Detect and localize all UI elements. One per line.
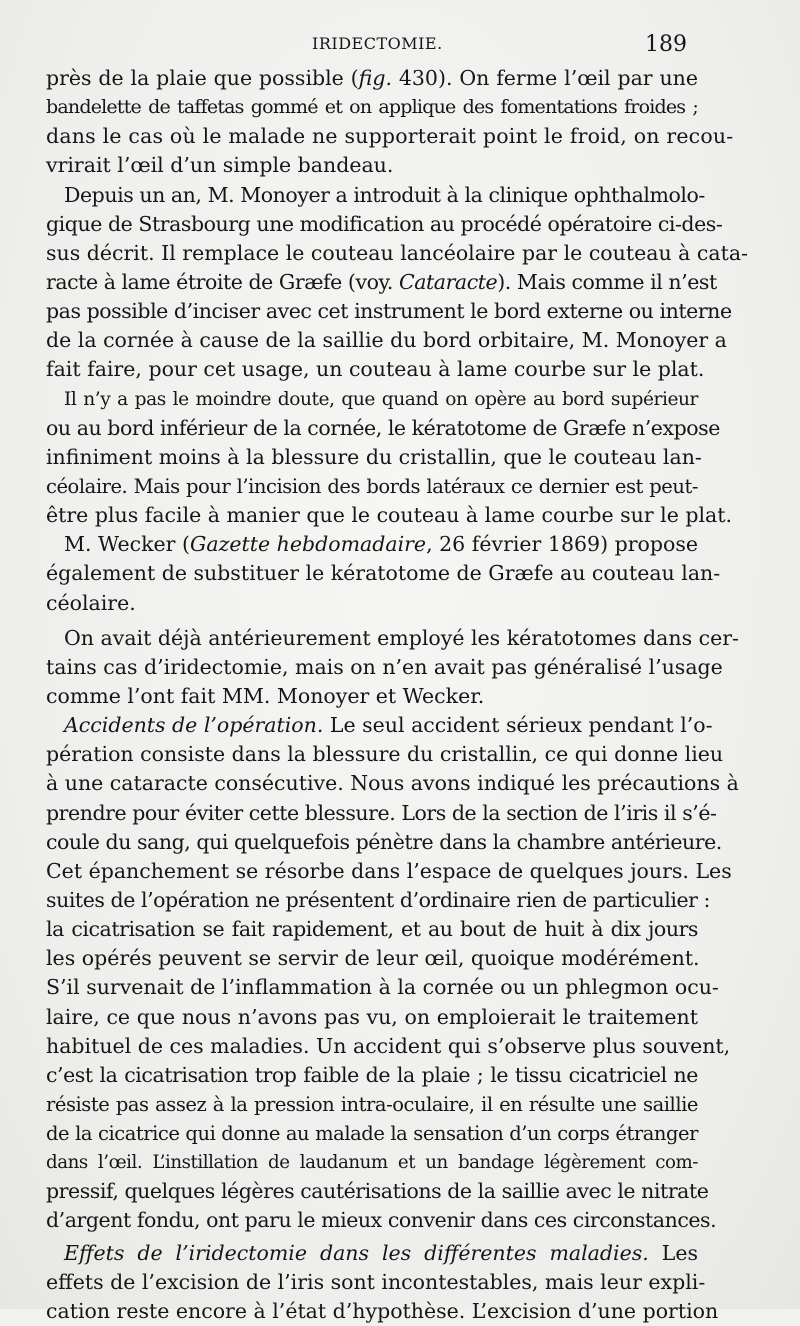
text-run: Le seul accident sérieux pendant l’o-	[323, 713, 713, 738]
text-line	[46, 181, 705, 210]
text-run: pressif, quelques légères cautérisations de la saillie avec le nitrate	[46, 1179, 709, 1204]
text-run: , 26 février 1869) propose	[426, 532, 698, 557]
text-line	[46, 828, 722, 857]
body-text	[46, 64, 748, 1326]
text-line	[46, 653, 723, 682]
text-line	[46, 326, 727, 355]
page-number: 189	[645, 32, 687, 57]
text-run: coule du sang, qui quelquefois pénètre dans la chambre antérieure.	[46, 829, 722, 854]
text-run: cation reste encore à l’état d’hypothèse. L’excision d’une portion	[46, 1298, 719, 1323]
text-line	[46, 268, 717, 297]
italic-text: Effets de l’iridectomie dans les différentes maladies.	[64, 1240, 649, 1265]
text-run: 430). On ferme l’œil par une	[391, 66, 698, 90]
text-run: près de la plaie que possible (	[46, 66, 359, 90]
text-line	[46, 64, 698, 93]
text-run: résiste pas assez à la pression intra-oculaire, il en résulte une saillie	[46, 1092, 698, 1116]
text-line	[46, 1061, 698, 1090]
text-run: gique de Strasbourg une modification au procédé opératoire ci-des-	[46, 211, 723, 236]
text-run: fait faire, pour cet usage, un couteau à lame courbe sur le plat.	[46, 357, 705, 382]
text-run: dans le cas où le malade ne supporterait point le froid, on recou-	[46, 124, 734, 149]
text-line	[46, 1177, 709, 1206]
text-run: céolaire. Mais pour l’incision des bords latéraux ce dernier est peut-	[46, 474, 698, 498]
text-run: comme l’ont fait MM. Monoyer et Wecker.	[46, 683, 485, 708]
text-line	[46, 1297, 719, 1326]
italic-text: Gazette hebdomadaire	[189, 532, 427, 557]
text-run: également de substituer le kératotome de Græfe au couteau lan-	[46, 561, 721, 586]
text-line	[46, 443, 702, 472]
italic-text: Cataracte	[399, 269, 498, 294]
text-line	[46, 385, 698, 414]
text-run: la cicatrisation se fait rapidement, et au bout de huit à dix jours	[46, 917, 698, 942]
text-line	[46, 886, 710, 915]
text-line	[46, 93, 698, 122]
text-run: bandelette de taffetas gommé et on applique des fomentations froides ;	[46, 96, 698, 119]
text-line	[46, 1206, 717, 1235]
text-line	[46, 239, 748, 268]
text-run: c’est la cicatrisation trop faible de la plaie ; le tissu cicatriciel ne	[46, 1062, 698, 1087]
italic-text: Accidents de l’opération.	[64, 713, 324, 738]
text-run: prendre pour éviter cette blessure. Lors de la section de l’iris il s’é-	[46, 800, 717, 825]
text-line	[46, 355, 705, 384]
text-run: les opérés peuvent se servir de leur œil, quoique modérément.	[46, 946, 700, 971]
text-line	[46, 501, 733, 530]
text-run: infiniment moins à la blessure du cristallin, que le couteau lan-	[46, 444, 702, 469]
text-run: dans l’œil. L’instillation de laudanum et un bandage légèrement com-	[46, 1152, 698, 1174]
text-run: ou au bord inférieur de la cornée, le kératotome de Græfe n’expose	[46, 415, 720, 440]
text-run: à une cataracte consécutive. Nous avons indiqué les précautions à	[46, 771, 739, 796]
text-line	[46, 1090, 698, 1119]
text-line	[46, 1032, 731, 1061]
text-run: ). Mais comme il n’est	[497, 269, 717, 294]
text-run: céolaire.	[46, 590, 136, 615]
text-line	[46, 1119, 698, 1148]
text-line	[46, 1268, 706, 1297]
text-line	[46, 624, 739, 653]
text-run: Depuis un an, M. Monoyer a introduit à la clinique ophthalmolo-	[64, 182, 705, 207]
text-run: On avait déjà antérieurement employé les kératotomes dans cer-	[64, 625, 739, 650]
running-head: IRIDECTOMIE.	[312, 34, 443, 53]
text-line	[46, 151, 698, 180]
text-line	[46, 682, 698, 711]
text-run: M. Wecker (	[64, 532, 190, 557]
text-line	[46, 973, 719, 1002]
text-run: tains cas d’iridectomie, mais on n’en avait pas généralisé l’usage	[46, 654, 723, 679]
text-run: d’argent fondu, ont paru le mieux convenir dans ces circonstances.	[46, 1208, 717, 1233]
text-line	[46, 740, 724, 769]
text-run: Les	[648, 1240, 698, 1265]
text-line	[46, 915, 698, 944]
text-line	[46, 472, 698, 501]
text-run: suites de l’opération ne présentent d’ordinaire rien de particulier :	[46, 887, 710, 912]
text-line	[46, 297, 732, 326]
italic-text: fig.	[358, 66, 392, 90]
text-line	[46, 1148, 698, 1177]
text-run: habituel de ces maladies. Un accident qui s’observe plus souvent,	[46, 1033, 731, 1058]
text-line	[46, 711, 713, 740]
text-run: Cet épanchement se résorbe dans l’espace de quelques jours. Les	[46, 858, 732, 883]
text-run: pas possible d’inciser avec cet instrument le bord externe ou interne	[46, 299, 732, 324]
text-line	[46, 589, 698, 618]
text-line	[46, 769, 739, 798]
text-line	[46, 122, 734, 151]
text-run: de la cicatrice qui donne au malade la sensation d’un corps étranger	[46, 1122, 698, 1146]
text-run: laire, ce que nous n’avons pas vu, on emploierait le traitement	[46, 1004, 698, 1029]
text-run: sus décrit. Il remplace le couteau lancéolaire par le couteau à cata-	[46, 240, 748, 265]
text-line	[46, 210, 723, 239]
page-header	[0, 34, 800, 58]
text-line	[46, 1003, 698, 1032]
text-run: de la cornée à cause de la saillie du bord orbitaire, M. Monoyer a	[46, 328, 727, 353]
text-line	[46, 559, 721, 588]
text-line	[46, 530, 698, 559]
text-run: effets de l’excision de l’iris sont incontestables, mais leur expli-	[46, 1269, 706, 1294]
text-line	[46, 857, 732, 886]
text-run: S’il survenait de l’inflammation à la cornée ou un phlegmon ocu-	[46, 975, 719, 1000]
text-run: pération consiste dans la blessure du cristallin, ce qui donne lieu	[46, 742, 724, 767]
text-line	[46, 799, 717, 828]
text-run: être plus facile à manier que le couteau à lame courbe sur le plat.	[46, 503, 733, 528]
text-line	[46, 944, 698, 973]
text-run: vrirait l’œil d’un simple bandeau.	[46, 153, 394, 178]
text-run: Il n’y a pas le moindre doute, que quand on opère au bord supérieur	[64, 388, 698, 410]
text-line	[46, 1239, 698, 1268]
text-line	[46, 414, 720, 443]
text-run: racte à lame étroite de Græfe (voy.	[46, 269, 400, 294]
